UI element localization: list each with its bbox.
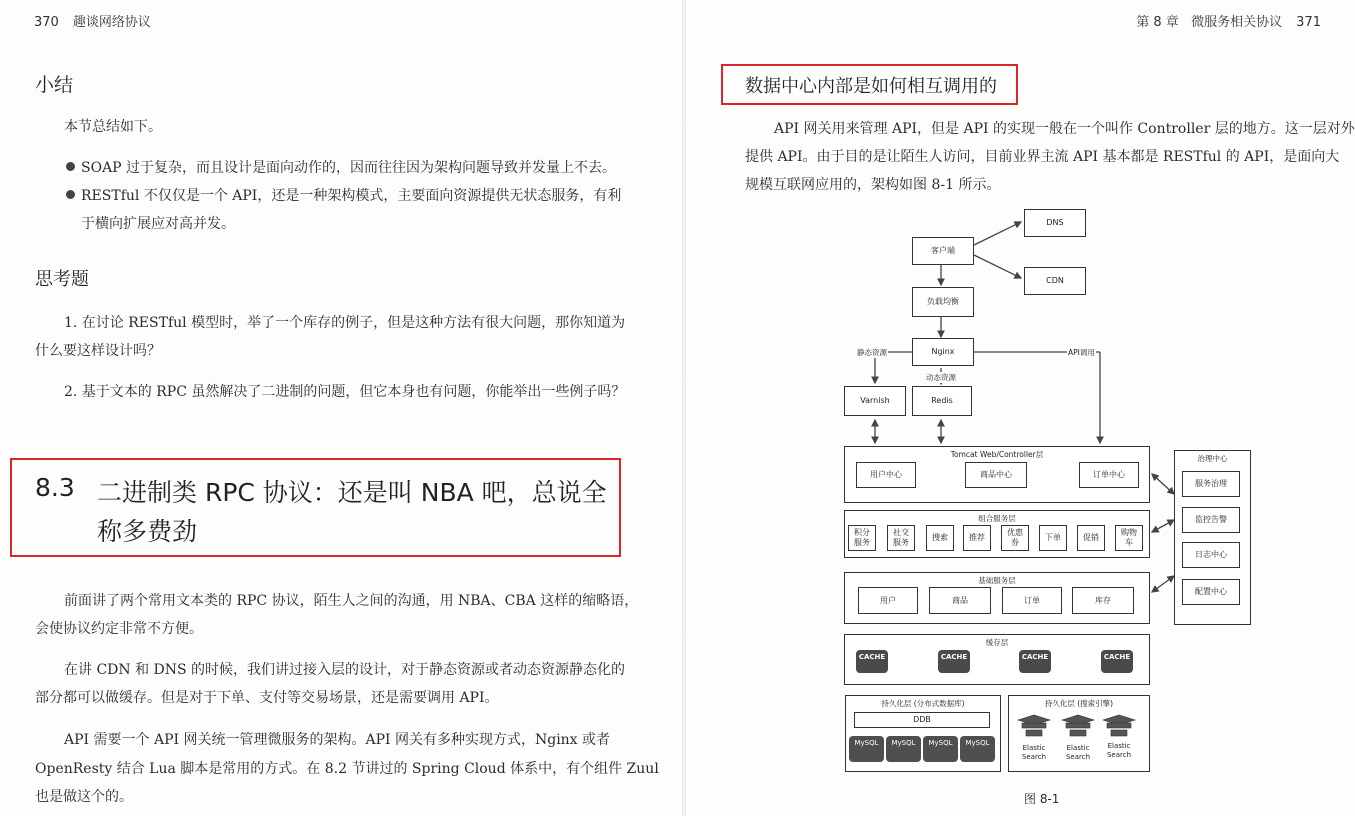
varnish-node: Varnish — [844, 386, 906, 416]
cache-layer-title: 缓存层 — [985, 638, 1009, 647]
governance-item: 配置中心 — [1182, 579, 1240, 605]
right-page — [686, 0, 1355, 816]
bullet-item — [66, 182, 621, 210]
figure-caption: 图 8-1 — [1024, 792, 1060, 806]
user-center-node: 用户中心 — [856, 462, 916, 488]
body-line: 会使协议约定非常不方便。 — [35, 621, 203, 637]
governance-item: 服务治理 — [1182, 471, 1240, 497]
db-layer-title: 持久化层 (分布式数据库) — [881, 699, 965, 708]
cdn-node: CDN — [1024, 267, 1086, 295]
composite-item: 社交 服务 — [887, 525, 915, 551]
body-line: API 需要一个 API 网关统一管理微服务的架构。API 网关有多种实现方式，Nginx 或者 — [64, 732, 611, 748]
dns-node: DNS — [1024, 209, 1086, 237]
load-balancer-node: 负载均衡 — [912, 287, 974, 317]
right-heading: 数据中心内部是如何相互调用的 — [745, 76, 997, 97]
elastic-search-node: Elastic Search — [1021, 744, 1047, 761]
mysql-node: MySQL — [960, 736, 995, 762]
composite-layer-title: 组合服务层 — [978, 514, 1016, 523]
cache-node: CACHE — [1101, 650, 1133, 673]
controller-layer-title: Tomcat Web/Controller层 — [950, 450, 1044, 459]
bullet-item — [66, 154, 616, 182]
governance-item: 监控告警 — [1182, 507, 1240, 533]
bullet-dot-icon — [66, 162, 75, 171]
body-line: 部分都可以做缓存。但是对于下单、支付等交易场景，还是需要调用 API。 — [35, 690, 499, 706]
left-running-title: 趣谈网络协议 — [72, 15, 151, 30]
section-number: 8.3 — [35, 473, 75, 502]
product-center-node: 商品中心 — [965, 462, 1027, 488]
ddb-node: DDB — [854, 712, 990, 728]
body-line: OpenResty 结合 Lua 脚本是常用的方式。在 8.2 节讲过的 Spring Cloud 体系中，有个组件 Zuul — [35, 761, 659, 777]
body-line: 前面讲了两个常用文本类的 RPC 协议，陌生人之间的沟通，用 NBA、CBA 这样的缩略语， — [64, 593, 639, 609]
body-line: 提供 API。由于目的是让陌生人访问，目前业界主流 API 基本都是 RESTful 的 API，是面向大 — [745, 149, 1340, 165]
cache-node: CACHE — [938, 650, 970, 673]
cache-node: CACHE — [856, 650, 888, 673]
right-page-number: 371 — [1296, 15, 1321, 30]
basic-item: 用户 — [858, 587, 918, 614]
api-call-label: API调用 — [1068, 348, 1095, 357]
left-page-number: 370 — [34, 15, 59, 30]
governance-title: 治理中心 — [1197, 454, 1228, 463]
bullet-text: SOAP 过于复杂，而且设计是面向动作的，因而往往因为架构问题导致并发量上不去。 — [81, 160, 617, 176]
basic-item: 商品 — [929, 587, 991, 614]
governance-item: 日志中心 — [1182, 542, 1240, 568]
section-title-line2: 称多费劲 — [97, 517, 198, 546]
mysql-node: MySQL — [886, 736, 921, 762]
mysql-node: MySQL — [923, 736, 958, 762]
order-center-node: 订单中心 — [1079, 462, 1139, 488]
left-running-header — [34, 11, 151, 30]
basic-item: 订单 — [1002, 587, 1062, 614]
question-line: 1. 在讨论 RESTful 模型时，举了一个库存的例子，但是这种方法有很大问题，那你知道为 — [64, 315, 626, 331]
right-running-title: 微服务相关协议 — [1191, 15, 1283, 30]
chapter-label: 第 8 章 — [1136, 15, 1179, 30]
composite-item: 购物 车 — [1115, 525, 1143, 551]
body-line: 也是做这个的。 — [35, 789, 133, 805]
questions-heading: 思考题 — [35, 269, 89, 290]
composite-item: 优惠 券 — [1001, 525, 1029, 551]
section-title-line1: 二进制类 RPC 协议：还是叫 NBA 吧，总说全 — [97, 478, 607, 507]
elastic-search-node: Elastic Search — [1065, 744, 1091, 761]
body-line: 规模互联网应用的，架构如图 8-1 所示。 — [745, 177, 1001, 193]
basic-item: 库存 — [1072, 587, 1134, 614]
elastic-search-node: Elastic Search — [1106, 742, 1132, 759]
static-resource-label: 静态资源 — [857, 348, 887, 357]
cache-node: CACHE — [1019, 650, 1051, 673]
dynamic-resource-label: 动态资源 — [926, 373, 956, 382]
search-layer-title: 持久化层 (搜索引擎) — [1044, 699, 1114, 708]
composite-item: 搜索 — [926, 525, 954, 551]
bullet-continuation: 于横向扩展应对高并发。 — [81, 216, 235, 232]
composite-item: 推荐 — [963, 525, 991, 551]
bullet-text: RESTful 不仅仅是一个 API，还是一种架构模式，主要面向资源提供无状态服务，有利 — [81, 188, 622, 204]
body-line: 在讲 CDN 和 DNS 的时候，我们讲过接入层的设计，对于静态资源或者动态资源静态化的 — [64, 662, 626, 678]
client-node: 客户端 — [912, 237, 974, 265]
question-line: 2. 基于文本的 RPC 虽然解决了二进制的问题，但它本身也有问题，你能举出一些例子吗？ — [64, 384, 626, 400]
diagram-connectors — [686, 0, 1355, 816]
basic-layer-title: 基础服务层 — [978, 576, 1016, 585]
composite-item: 促销 — [1077, 525, 1105, 551]
summary-intro: 本节总结如下。 — [64, 119, 162, 135]
body-line: API 网关用来管理 API，但是 API 的实现一般在一个叫作 Controller 层的地方。这一层对外 — [774, 121, 1355, 137]
redis-node: Redis — [912, 386, 972, 416]
mysql-node: MySQL — [849, 736, 884, 762]
composite-item: 积分 服务 — [848, 525, 876, 551]
nginx-node: Nginx — [912, 338, 974, 366]
bullet-dot-icon — [66, 190, 75, 199]
question-line: 什么要这样设计吗？ — [35, 343, 161, 359]
composite-item: 下单 — [1039, 525, 1067, 551]
summary-heading: 小结 — [35, 74, 74, 96]
